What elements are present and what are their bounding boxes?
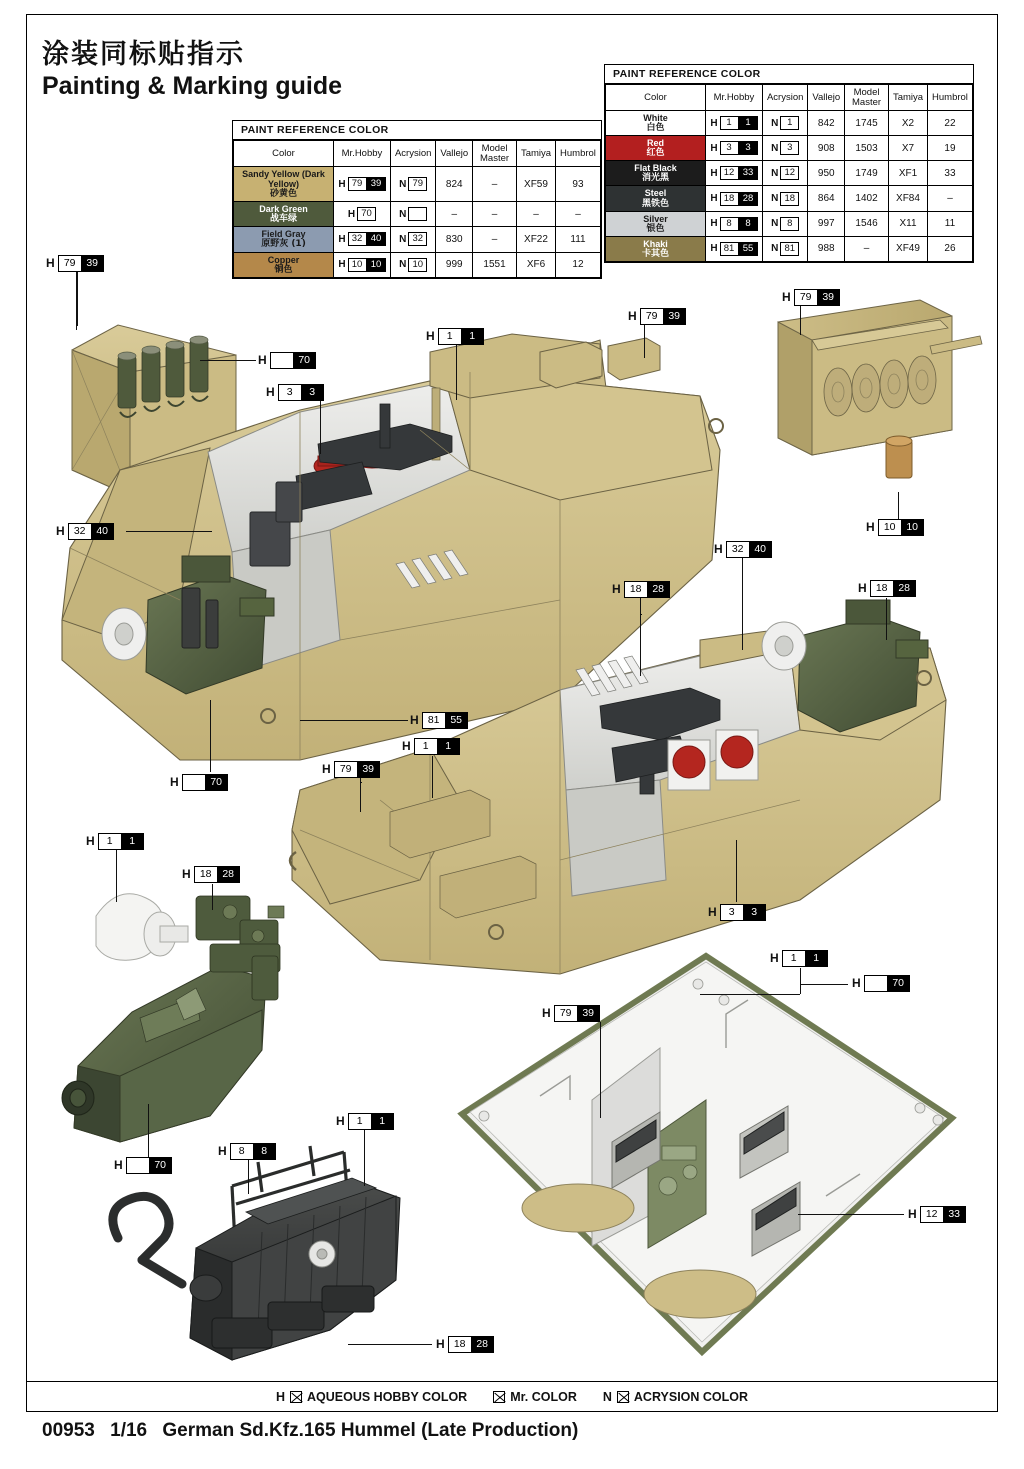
paint-color-name: Khaki 卡其色 xyxy=(606,236,706,261)
callout-letter: H xyxy=(542,1006,551,1020)
callout-code-light: 32 xyxy=(68,523,91,540)
callout-code-dark: 70 xyxy=(149,1157,172,1174)
kit-footer xyxy=(42,1420,578,1442)
callout-code-light: 79 xyxy=(794,289,817,306)
paint-brand-letter: H xyxy=(710,167,718,179)
callout-code-light: 18 xyxy=(194,866,217,883)
callout-letter: H xyxy=(46,256,55,270)
paint-callout-c05 xyxy=(628,308,686,325)
paint-callout-c23 xyxy=(542,1005,600,1022)
paint-humbrol-code: 93 xyxy=(555,167,600,202)
callout-code-light: 79 xyxy=(640,308,663,325)
paint-tamiya-code: XF1 xyxy=(889,161,928,186)
page-title-chinese: 涂装同标贴指示 xyxy=(42,39,245,70)
paint-humbrol-code: 12 xyxy=(555,252,600,277)
callout-code-dark: 28 xyxy=(893,580,916,597)
paint-brand-letter: H xyxy=(347,208,356,220)
legend-box-icon xyxy=(617,1391,629,1403)
legend-letter-n: N xyxy=(602,1389,612,1404)
engine-sub-assembly xyxy=(113,1146,400,1360)
callout-code-light xyxy=(270,352,293,369)
kit-name: German Sd.Kfz.165 Hummel (Late Production) xyxy=(162,1420,579,1441)
callout-letter: H xyxy=(612,582,621,596)
paint-table-caption: PAINT REFERENCE COLOR xyxy=(605,65,973,84)
callout-letter: H xyxy=(114,1158,123,1172)
paint-callout-c11 xyxy=(714,541,772,558)
paint-tamiya-code: XF59 xyxy=(517,167,556,202)
paint-tamiya-code: XF6 xyxy=(517,252,556,277)
paint-color-name: White 白色 xyxy=(606,111,706,136)
paint-code-dark: 1 xyxy=(739,116,758,130)
callout-code-light: 1 xyxy=(348,1113,371,1130)
paint-code-dark: 33 xyxy=(739,166,758,180)
paint-brand-letter: N xyxy=(771,193,779,205)
callout-code-dark: 28 xyxy=(647,581,670,598)
legend-box-icon xyxy=(290,1391,302,1403)
paint-brand-letter: N xyxy=(399,178,407,190)
paint-modelmaster-code: – xyxy=(845,236,889,261)
paint-modelmaster-code: 1745 xyxy=(845,111,889,136)
paint-brand-letter: H xyxy=(338,259,346,271)
paint-code-light: 12 xyxy=(780,166,799,180)
paint-brand-letter: N xyxy=(771,243,779,255)
callout-code-dark: 39 xyxy=(81,255,104,272)
paint-callout-c08 xyxy=(56,523,114,540)
paint-callout-c18 xyxy=(182,866,240,883)
paint-code-light: 79 xyxy=(408,177,427,191)
callout-code-dark: 1 xyxy=(461,328,484,345)
callout-letter: H xyxy=(170,775,179,789)
copper-cylinder-part xyxy=(886,436,912,478)
legend-item-mrcolor xyxy=(493,1390,577,1404)
callout-code-dark: 28 xyxy=(471,1336,494,1353)
paint-vallejo-code: 999 xyxy=(436,252,473,277)
callout-code-light: 3 xyxy=(278,384,301,401)
legend-item-acrysion xyxy=(603,1390,748,1404)
callout-code-dark: 70 xyxy=(887,975,910,992)
col-acrysion: Acrysion xyxy=(390,141,436,167)
callout-code-dark: 10 xyxy=(901,519,924,536)
transmission-sub-assembly xyxy=(62,894,284,1142)
callout-code-light: 81 xyxy=(422,712,445,729)
paint-code-light: 8 xyxy=(720,217,739,231)
col-mrhobby: Mr.Hobby xyxy=(334,141,391,167)
paint-code-dark: 28 xyxy=(739,192,758,206)
callout-code-light: 1 xyxy=(414,738,437,755)
paint-humbrol-code: 26 xyxy=(927,236,972,261)
paint-tamiya-code: – xyxy=(517,202,556,227)
paint-modelmaster-code: 1402 xyxy=(845,186,889,211)
paint-vallejo-code: 950 xyxy=(808,161,845,186)
paint-humbrol-code: 111 xyxy=(555,227,600,252)
paint-callout-c12 xyxy=(612,581,670,598)
col-humbrol: Humbrol xyxy=(555,141,600,167)
callout-letter: H xyxy=(852,976,861,990)
paint-tamiya-code: XF49 xyxy=(889,236,928,261)
col-humbrol: Humbrol xyxy=(927,85,972,111)
callout-code-dark: 3 xyxy=(301,384,324,401)
col-vallejo: Vallejo xyxy=(436,141,473,167)
paint-color-name: Red 红色 xyxy=(606,136,706,161)
paint-code-light: 18 xyxy=(780,192,799,206)
callout-code-light: 1 xyxy=(782,950,805,967)
legend-label-mrcolor: Mr. COLOR xyxy=(510,1389,577,1404)
paint-callout-c21 xyxy=(218,1143,276,1160)
paint-tamiya-code: XF22 xyxy=(517,227,556,252)
paint-code-light: 79 xyxy=(348,177,367,191)
callout-code-light: 1 xyxy=(438,328,461,345)
paint-callout-c15 xyxy=(322,761,380,778)
col-model-master: Model Master xyxy=(845,85,889,111)
paint-brand-letter: H xyxy=(710,117,718,129)
paint-callout-c04 xyxy=(426,328,484,345)
paint-callout-c17 xyxy=(86,833,144,850)
paint-brand-letter: H xyxy=(338,233,346,245)
paint-callout-c09 xyxy=(410,712,468,729)
paint-code-light: 70 xyxy=(357,207,376,221)
paint-callout-c24 xyxy=(770,950,828,967)
callout-code-dark: 39 xyxy=(817,289,840,306)
paint-color-name: Field Gray 原野灰 (1) xyxy=(234,227,334,252)
paint-tamiya-code: X11 xyxy=(889,211,928,236)
callout-code-light: 8 xyxy=(230,1143,253,1160)
callout-letter: H xyxy=(908,1207,917,1221)
callout-letter: H xyxy=(708,905,717,919)
color-system-legend xyxy=(26,1381,998,1411)
white-bellhousing-part xyxy=(96,894,188,960)
paint-code-light: 3 xyxy=(720,141,739,155)
paint-tamiya-code: X7 xyxy=(889,136,928,161)
paint-vallejo-code: – xyxy=(436,202,473,227)
kit-scale: 1/16 xyxy=(110,1420,148,1441)
col-acrysion: Acrysion xyxy=(762,85,808,111)
callout-code-light: 79 xyxy=(554,1005,577,1022)
paint-callout-c10 xyxy=(170,774,228,791)
callout-code-dark: 1 xyxy=(121,833,144,850)
paint-brand-letter: H xyxy=(710,193,718,205)
legend-label-aqueous: AQUEOUS HOBBY COLOR xyxy=(307,1389,468,1404)
paint-humbrol-code: 19 xyxy=(927,136,972,161)
col-model-master: Model Master xyxy=(473,141,517,167)
paint-code-dark: 3 xyxy=(739,141,758,155)
callout-letter: H xyxy=(866,520,875,534)
callout-letter: H xyxy=(218,1144,227,1158)
paint-humbrol-code: – xyxy=(927,186,972,211)
paint-table-caption: PAINT REFERENCE COLOR xyxy=(233,121,601,140)
paint-brand-letter: N xyxy=(399,208,407,220)
callout-code-light: 79 xyxy=(334,761,357,778)
paint-humbrol-code: 11 xyxy=(927,211,972,236)
paint-code-dark: 8 xyxy=(739,217,758,231)
paint-brand-letter: H xyxy=(710,218,718,230)
legend-label-acrysion: ACRYSION COLOR xyxy=(633,1389,749,1404)
legend-item-aqueous xyxy=(276,1390,467,1404)
paint-humbrol-code: 33 xyxy=(927,161,972,186)
paint-color-name: Steel 黑铁色 xyxy=(606,186,706,211)
callout-letter: H xyxy=(436,1337,445,1351)
paint-callout-c19 xyxy=(114,1157,172,1174)
paint-vallejo-code: 824 xyxy=(436,167,473,202)
paint-brand-letter: H xyxy=(710,142,718,154)
callout-code-dark: 40 xyxy=(91,523,114,540)
paint-callout-c20 xyxy=(336,1113,394,1130)
paint-vallejo-code: 997 xyxy=(808,211,845,236)
paint-callout-c25 xyxy=(852,975,910,992)
paint-code-dark: 39 xyxy=(367,177,386,191)
callout-code-light xyxy=(864,975,887,992)
callout-code-light: 79 xyxy=(58,255,81,272)
callout-letter: H xyxy=(182,867,191,881)
callout-code-light: 32 xyxy=(726,541,749,558)
callout-code-dark: 33 xyxy=(943,1206,966,1223)
col-color: Color xyxy=(234,141,334,167)
paint-vallejo-code: 988 xyxy=(808,236,845,261)
paint-modelmaster-code: – xyxy=(473,167,517,202)
callout-letter: H xyxy=(86,834,95,848)
col-vallejo: Vallejo xyxy=(808,85,845,111)
paint-humbrol-code: 22 xyxy=(927,111,972,136)
callout-code-dark: 3 xyxy=(743,904,766,921)
paint-modelmaster-code: 1749 xyxy=(845,161,889,186)
paint-brand-letter: N xyxy=(399,259,407,271)
callout-code-dark: 55 xyxy=(445,712,468,729)
callout-code-dark: 1 xyxy=(437,738,460,755)
callout-letter: H xyxy=(628,309,637,323)
paint-color-name: Flat Black 消光黑 xyxy=(606,161,706,186)
col-tamiya: Tamiya xyxy=(517,141,556,167)
paint-color-name: Sandy Yellow (Dark Yellow) 砂黄色 xyxy=(234,167,334,202)
paint-modelmaster-code: 1503 xyxy=(845,136,889,161)
callout-letter: H xyxy=(782,290,791,304)
paint-color-name: Dark Green 战车绿 xyxy=(234,202,334,227)
callout-letter: H xyxy=(410,713,419,727)
paint-tamiya-code: X2 xyxy=(889,111,928,136)
paint-vallejo-code: 864 xyxy=(808,186,845,211)
callout-code-light: 10 xyxy=(878,519,901,536)
paint-code-light: 81 xyxy=(720,242,739,256)
paint-brand-letter: N xyxy=(771,218,779,230)
paint-code-light: 81 xyxy=(780,242,799,256)
paint-callout-c02 xyxy=(258,352,316,369)
callout-letter: H xyxy=(322,762,331,776)
legend-box-icon xyxy=(493,1391,505,1403)
callout-letter: H xyxy=(858,581,867,595)
callout-code-dark: 39 xyxy=(357,761,380,778)
paint-code-dark: 10 xyxy=(367,258,386,272)
callout-letter: H xyxy=(258,353,267,367)
paint-brand-letter: N xyxy=(399,233,407,245)
paint-brand-letter: N xyxy=(771,117,779,129)
page-title-english: Painting & Marking guide xyxy=(42,72,343,100)
callout-code-dark: 39 xyxy=(577,1005,600,1022)
paint-callout-c01 xyxy=(46,255,104,272)
paint-code-light: 12 xyxy=(720,166,739,180)
paint-code-light: 32 xyxy=(408,232,427,246)
paint-callout-c16 xyxy=(708,904,766,921)
callout-code-light: 3 xyxy=(720,904,743,921)
callout-code-dark: 70 xyxy=(205,774,228,791)
paint-callout-c07 xyxy=(866,519,924,536)
paint-callout-c03 xyxy=(266,384,324,401)
paint-vallejo-code: 908 xyxy=(808,136,845,161)
paint-color-name: Copper 铜色 xyxy=(234,252,334,277)
paint-code-dark: 55 xyxy=(739,242,758,256)
callout-code-dark: 1 xyxy=(371,1113,394,1130)
paint-brand-letter: H xyxy=(710,243,718,255)
paint-modelmaster-code: – xyxy=(473,227,517,252)
col-mrhobby: Mr.Hobby xyxy=(706,85,763,111)
paint-code-light: 1 xyxy=(720,116,739,130)
road-wheel-rack-sub-assembly xyxy=(778,300,982,478)
legend-letter-h: H xyxy=(275,1389,285,1404)
paint-callout-c22 xyxy=(436,1336,494,1353)
callout-code-light: 18 xyxy=(624,581,647,598)
paint-brand-letter: H xyxy=(338,178,346,190)
callout-code-light: 18 xyxy=(870,580,893,597)
callout-code-dark: 1 xyxy=(805,950,828,967)
paint-callout-c06 xyxy=(782,289,840,306)
callout-letter: H xyxy=(426,329,435,343)
callout-code-light: 18 xyxy=(448,1336,471,1353)
paint-modelmaster-code: 1551 xyxy=(473,252,517,277)
callout-code-light: 1 xyxy=(98,833,121,850)
paint-code-light: 8 xyxy=(780,217,799,231)
col-tamiya: Tamiya xyxy=(889,85,928,111)
callout-letter: H xyxy=(770,951,779,965)
paint-code-dark: 40 xyxy=(367,232,386,246)
callout-code-dark: 8 xyxy=(253,1143,276,1160)
callout-code-dark: 40 xyxy=(749,541,772,558)
paint-code-light: 18 xyxy=(720,192,739,206)
callout-code-dark: 28 xyxy=(217,866,240,883)
paint-brand-letter: N xyxy=(771,142,779,154)
paint-tamiya-code: XF84 xyxy=(889,186,928,211)
paint-callout-c26 xyxy=(908,1206,966,1223)
callout-code-dark: 39 xyxy=(663,308,686,325)
floor-plate-assembly xyxy=(462,956,952,1352)
callout-letter: H xyxy=(402,739,411,753)
paint-code-light: 10 xyxy=(408,258,427,272)
callout-code-light: 12 xyxy=(920,1206,943,1223)
callout-code-light xyxy=(182,774,205,791)
callout-letter: H xyxy=(336,1114,345,1128)
kit-number: 00953 xyxy=(42,1420,95,1441)
paint-code-light: 10 xyxy=(348,258,367,272)
paint-code-light: 32 xyxy=(348,232,367,246)
paint-vallejo-code: 830 xyxy=(436,227,473,252)
paint-brand-letter: N xyxy=(771,167,779,179)
paint-color-name: Silver 银色 xyxy=(606,211,706,236)
callout-code-dark: 70 xyxy=(293,352,316,369)
callout-letter: H xyxy=(56,524,65,538)
callout-letter: H xyxy=(266,385,275,399)
paint-callout-c14 xyxy=(402,738,460,755)
paint-modelmaster-code: – xyxy=(473,202,517,227)
paint-humbrol-code: – xyxy=(555,202,600,227)
callout-letter: H xyxy=(714,542,723,556)
paint-callout-c13 xyxy=(858,580,916,597)
paint-code-light: 1 xyxy=(780,116,799,130)
paint-modelmaster-code: 1546 xyxy=(845,211,889,236)
col-color: Color xyxy=(606,85,706,111)
paint-code-light: 3 xyxy=(780,141,799,155)
paint-vallejo-code: 842 xyxy=(808,111,845,136)
callout-code-light xyxy=(126,1157,149,1174)
